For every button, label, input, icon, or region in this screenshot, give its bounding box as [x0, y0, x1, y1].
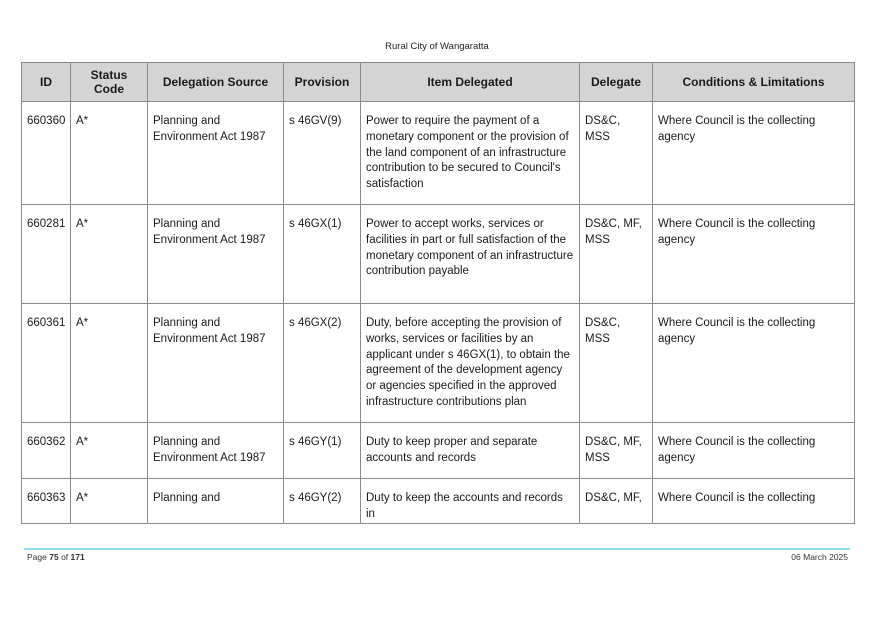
page-current: 75 [49, 552, 59, 562]
cell-id: 660363 [22, 479, 71, 524]
cell-conditions: Where Council is the collecting [653, 479, 855, 524]
column-header-status-code: Status Code [71, 63, 148, 102]
cell-item-delegated: Power to accept works, services or facilities in part or full satisfaction of the monetary component of an infrastructure contribution payable [361, 205, 580, 304]
cell-status-code: A* [71, 479, 148, 524]
cell-delegate: DS&C, MF, [580, 479, 653, 524]
cell-delegation-source: Planning and Environment Act 1987 [148, 304, 284, 423]
cell-status-code: A* [71, 304, 148, 423]
cell-delegate: DS&C, MSS [580, 102, 653, 205]
cell-id: 660281 [22, 205, 71, 304]
cell-status-code: A* [71, 205, 148, 304]
cell-item-delegated: Duty, before accepting the provision of works, services or facilities by an applicant under s 46GX(1), to obtain the agreement of the development agency or agencies specified in the approved infrastructure contributions plan [361, 304, 580, 423]
cell-delegate: DS&C, MF, MSS [580, 205, 653, 304]
cell-provision: s 46GV(9) [284, 102, 361, 205]
column-header-conditions: Conditions & Limitations [653, 63, 855, 102]
cell-provision: s 46GY(2) [284, 479, 361, 524]
table-row [22, 423, 855, 479]
cell-id: 660362 [22, 423, 71, 479]
cell-item-delegated: Power to require the payment of a monetary component or the provision of the land component of an infrastructure contribution to be secured to Council's satisfaction [361, 102, 580, 205]
page-of: of [61, 552, 69, 562]
page-prefix: Page [27, 552, 47, 562]
page-total: 171 [70, 552, 85, 562]
table-row [22, 205, 855, 304]
cell-status-code: A* [71, 102, 148, 205]
cell-id: 660360 [22, 102, 71, 205]
cell-item-delegated: Duty to keep proper and separate accounts and records [361, 423, 580, 479]
column-header-item-delegated: Item Delegated [361, 63, 580, 102]
cell-provision: s 46GX(1) [284, 205, 361, 304]
cell-delegation-source: Planning and Environment Act 1987 [148, 205, 284, 304]
cell-status-code: A* [71, 423, 148, 479]
cell-conditions: Where Council is the collecting agency [653, 102, 855, 205]
cell-delegate: DS&C, MSS [580, 304, 653, 423]
cell-delegation-source: Planning and Environment Act 1987 [148, 423, 284, 479]
cell-conditions: Where Council is the collecting agency [653, 205, 855, 304]
cell-item-delegated: Duty to keep the accounts and records in [361, 479, 580, 524]
cell-provision: s 46GX(2) [284, 304, 361, 423]
cell-provision: s 46GY(1) [284, 423, 361, 479]
table-header-row [22, 63, 855, 102]
footer-date: 06 March 2025 [791, 552, 848, 562]
document-title: Rural City of Wangaratta [385, 41, 489, 52]
column-header-delegation-source: Delegation Source [148, 63, 284, 102]
table-row [22, 304, 855, 423]
cell-delegation-source: Planning and Environment Act 1987 [148, 102, 284, 205]
footer-divider [24, 548, 850, 550]
column-header-id: ID [22, 63, 71, 102]
cell-conditions: Where Council is the collecting agency [653, 423, 855, 479]
cell-delegation-source: Planning and [148, 479, 284, 524]
delegations-table [21, 62, 855, 524]
table-row [22, 479, 855, 524]
table-row [22, 102, 855, 205]
column-header-delegate: Delegate [580, 63, 653, 102]
cell-delegate: DS&C, MF, MSS [580, 423, 653, 479]
column-header-provision: Provision [284, 63, 361, 102]
cell-id: 660361 [22, 304, 71, 423]
cell-conditions: Where Council is the collecting agency [653, 304, 855, 423]
page-number [27, 552, 85, 562]
